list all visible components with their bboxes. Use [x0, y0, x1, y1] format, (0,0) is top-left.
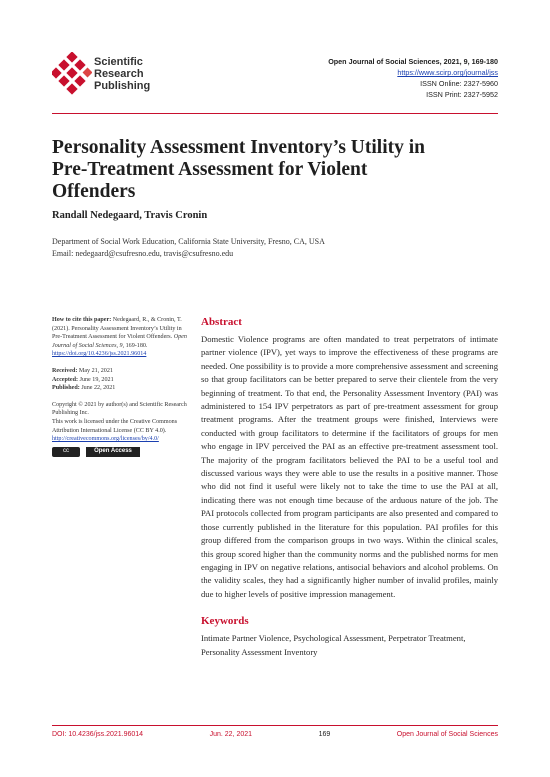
publisher-line-1: Scientific [94, 56, 143, 68]
open-access-badge: Open Access [86, 447, 140, 457]
issn-print: ISSN Print: 2327-5952 [426, 90, 498, 99]
title-line-1: Personality Assessment Inventory’s Utility in [52, 137, 426, 158]
diamond-logo-icon [52, 52, 92, 96]
title-line-3: Offenders [52, 181, 136, 202]
keywords-heading: Keywords [201, 615, 249, 628]
affiliation [52, 236, 325, 259]
abstract-heading: Abstract [201, 316, 242, 328]
cc-by-icon: cc [52, 447, 80, 457]
email-line: Email: nedegaard@csufresno.edu, travis@csufresno.edu [52, 248, 234, 258]
publisher-name [94, 56, 150, 92]
page-number: 169 [318, 731, 331, 738]
accepted-date: June 19, 2021 [79, 376, 114, 383]
journal-url-link[interactable]: https://www.scirp.org/journal/jss [397, 68, 498, 77]
accepted-label: Accepted: [52, 376, 79, 383]
issn-online: ISSN Online: 2327-5960 [420, 79, 498, 88]
license-badges [52, 447, 192, 457]
published-date: June 22, 2021 [81, 385, 116, 392]
cite-journal: Open Journal of Social Sciences, 9, [52, 334, 187, 349]
header-divider [52, 113, 498, 114]
cite-label: How to cite this paper: [52, 317, 112, 323]
abstract-text: Domestic Violence programs are often mandated to treat perpetrators of intimate partner violence (IPV), yet ways to improve the effectiveness of these programs are needed. One possibility is to provide a more comprehensive assessment and screening so that group facilitators can be better prepared to serve their clientele from the very beginning of treatment. To that end, the Personality Assessment Inventory (PAI) was administered to 154 IPV perpetrators as part of pre-treatment assessment for group treatment programs. After the treatment groups were finished, Interviews were conducted with group facilitators to determine if the facilitators of groups for men who engage in IPV perceived the PAI as an effective pre-treatment assessment tool. The majority of the program facilitators believed the PAI to be a useful tool and discussed various ways they were able to use the results in a positive manner. Those who did not find it useful were likely not to take the time to use the PAI at all, indicating there was not enough time because of the arduous nature of the job. The PAI protocols collected from program participants are also presented and compared to those currently published in the literature for this population. PAI profiles for this group differed from the comparison groups in two ways. Within the clinical scales, this group scored higher than the community norms and the published norms for men engaging in IPV on negative relations, antisocial behaviors and alcohol problems. On the validity scales, they had a significantly higher number of invalid profiles, mainly due to higher levels of positive impression management. [201, 334, 498, 599]
cite-doi-link[interactable]: https://doi.org/10.4236/jss.2021.96014 [52, 351, 147, 358]
journal-citation: Open Journal of Social Sciences, 2021, 9, 169-180 [328, 57, 498, 66]
cite-pages: 169-180. [125, 342, 148, 349]
dates [52, 367, 192, 393]
copyright-text: Copyright © 2021 by author(s) and Scientific Research Publishing Inc. [52, 401, 187, 417]
footer-doi: DOI: 10.4236/jss.2021.96014 [52, 731, 144, 738]
license-text: This work is licensed under the Creative Commons Attribution International License (CC BY 4.0). [52, 418, 178, 434]
how-to-cite [52, 316, 192, 359]
footer-date: Jun. 22, 2021 [209, 731, 253, 738]
article-info-sidebar [52, 316, 192, 457]
cite-text: Nedegaard, R., & Cronin, T. (2021). Personality Assessment Inventory’s Utility in Pre-Treatment Assessment for Violent Offenders. [52, 317, 182, 341]
department: Department of Social Work Education, California State University, Fresno, CA, USA [52, 237, 325, 246]
abstract-section [201, 316, 498, 659]
paper-title [52, 137, 498, 203]
keywords-text: Intimate Partner Violence, Psychological Assessment, Perpetrator Treatment, Personality Assessment Inventory [201, 633, 466, 657]
footer-divider [52, 725, 498, 726]
publisher-line-3: Publishing [94, 80, 151, 92]
license-url-link[interactable]: http://creativecommons.org/licenses/by/4.0/ [52, 436, 159, 443]
title-line-2: Pre-Treatment Assessment for Violent [52, 159, 368, 180]
publisher-line-2: Research [94, 68, 144, 80]
author-list: Randall Nedegaard, Travis Cronin [52, 210, 208, 221]
published-label: Published: [52, 385, 80, 392]
received-label: Received: [52, 367, 78, 374]
copyright-block [52, 401, 192, 457]
received-date: May 21, 2021 [78, 367, 113, 374]
publisher-logo [52, 52, 192, 98]
footer-journal: Open Journal of Social Sciences [396, 731, 498, 738]
journal-header [328, 56, 498, 100]
page-footer [52, 731, 498, 738]
